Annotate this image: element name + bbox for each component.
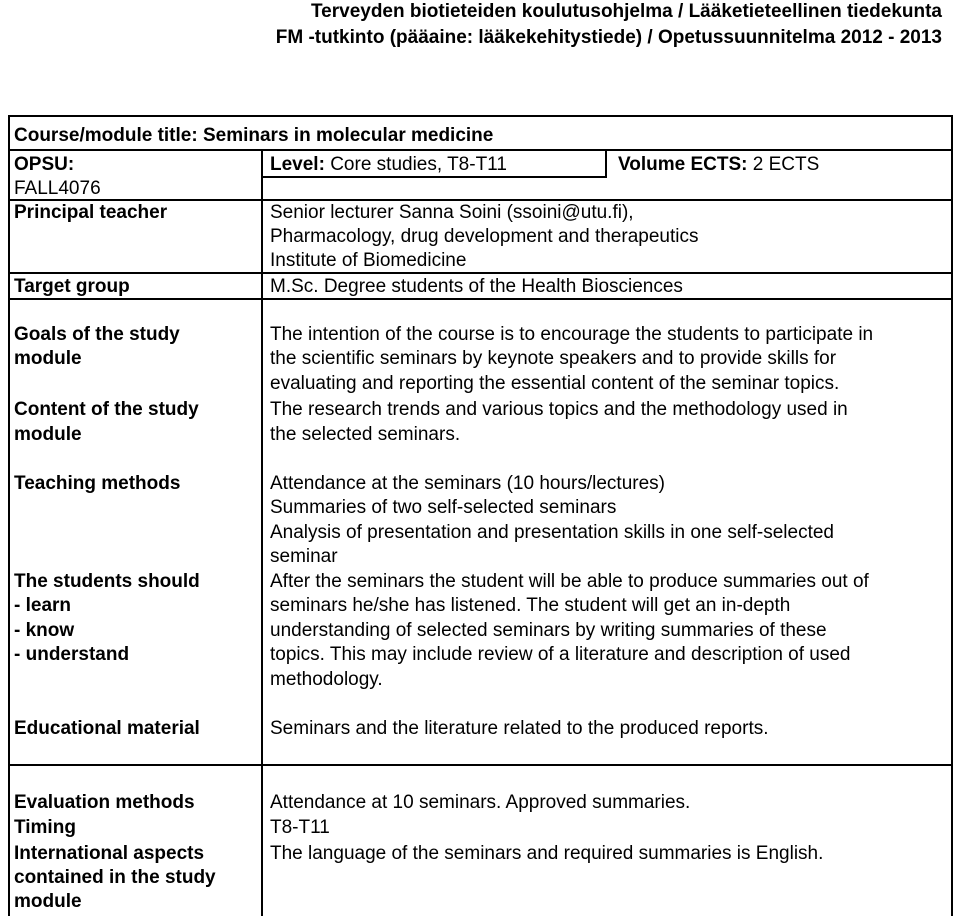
level-label: Level: xyxy=(270,154,325,175)
goals-label-line-2: module xyxy=(14,348,82,369)
international-value: The language of the seminars and required summaries is English. xyxy=(270,843,824,864)
students-line-2: seminars he/she has listened. The student will get an in-depth xyxy=(270,595,791,616)
international-label-line-2: contained in the study xyxy=(14,867,216,888)
border-title-row xyxy=(8,149,953,151)
teaching-line-2: Summaries of two self-selected seminars xyxy=(270,497,617,518)
principal-teacher-line-3: Institute of Biomedicine xyxy=(270,250,467,271)
border-top xyxy=(8,115,953,117)
volume-field xyxy=(618,153,819,177)
timing-label: Timing xyxy=(14,817,76,838)
principal-teacher-line-1: Senior lecturer Sanna Soini (ssoini@utu.fi), xyxy=(270,202,634,223)
students-label-line-2: - learn xyxy=(14,595,72,616)
students-label-line-1: The students should xyxy=(14,571,200,592)
border-right xyxy=(951,115,953,916)
border-material-row xyxy=(8,764,953,766)
students-line-5: methodology. xyxy=(270,669,383,690)
students-label-line-4: - understand xyxy=(14,644,130,665)
goals-line-1: The intention of the course is to encourage the students to participate in xyxy=(270,324,874,345)
teaching-line-1: Attendance at the seminars (10 hours/lectures) xyxy=(270,473,665,494)
international-label-line-1: International aspects xyxy=(14,843,205,864)
students-label-line-3: - know xyxy=(14,620,75,641)
course-title xyxy=(14,124,493,148)
border-col-divider xyxy=(261,149,263,916)
students-line-4: topics. This may include review of a literature and description of used xyxy=(270,644,851,665)
teaching-line-3: Analysis of presentation and presentation skills in one self-selected xyxy=(270,522,834,543)
content-label-line-2: module xyxy=(14,424,82,445)
course-title-value: Seminars in molecular medicine xyxy=(202,125,494,146)
header-line-2: FM -tutkinto (pääaine: lääkekehitystiede) / Opetussuunnitelma 2012 - 2013 xyxy=(275,27,942,48)
opsu-label: OPSU: xyxy=(14,154,75,175)
course-title-label: Course/module title: xyxy=(14,125,198,146)
target-group-label: Target group xyxy=(14,276,130,297)
header-line-1: Terveyden biotieteiden koulutusohjelma / Lääketieteellinen tiedekunta xyxy=(310,1,942,22)
opsu-value: FALL4076 xyxy=(14,178,101,199)
evaluation-label: Evaluation methods xyxy=(14,792,195,813)
teaching-line-4: seminar xyxy=(270,546,338,567)
border-left xyxy=(8,115,10,916)
target-group-value: M.Sc. Degree students of the Health Biosciences xyxy=(270,276,683,297)
goals-line-3: evaluating and reporting the essential content of the seminar topics. xyxy=(270,373,840,394)
principal-teacher-line-2: Pharmacology, drug development and therapeutics xyxy=(270,226,699,247)
content-label-line-1: Content of the study xyxy=(14,399,199,420)
content-line-1: The research trends and various topics and the methodology used in xyxy=(270,399,848,420)
material-value: Seminars and the literature related to the produced reports. xyxy=(270,718,769,739)
level-value: Core studies, T8-T11 xyxy=(330,154,507,175)
evaluation-value: Attendance at 10 seminars. Approved summaries. xyxy=(270,792,691,813)
material-label: Educational material xyxy=(14,718,200,739)
volume-label: Volume ECTS: xyxy=(618,154,748,175)
content-line-2: the selected seminars. xyxy=(270,424,461,445)
principal-teacher-label: Principal teacher xyxy=(14,202,168,223)
students-line-1: After the seminars the student will be able to produce summaries out of xyxy=(270,571,869,592)
students-line-3: understanding of selected seminars by writing summaries of these xyxy=(270,620,827,641)
volume-value: 2 ECTS xyxy=(752,154,820,175)
border-teacher-row xyxy=(8,272,953,274)
level-field xyxy=(270,153,507,177)
international-label-line-3: module xyxy=(14,891,82,912)
teaching-methods-label: Teaching methods xyxy=(14,473,181,494)
goals-label-line-1: Goals of the study xyxy=(14,324,180,345)
timing-value: T8-T11 xyxy=(270,817,330,838)
goals-line-2: the scientific seminars by keynote speakers and to provide skills for xyxy=(270,348,837,369)
border-volume-divider xyxy=(605,149,607,177)
